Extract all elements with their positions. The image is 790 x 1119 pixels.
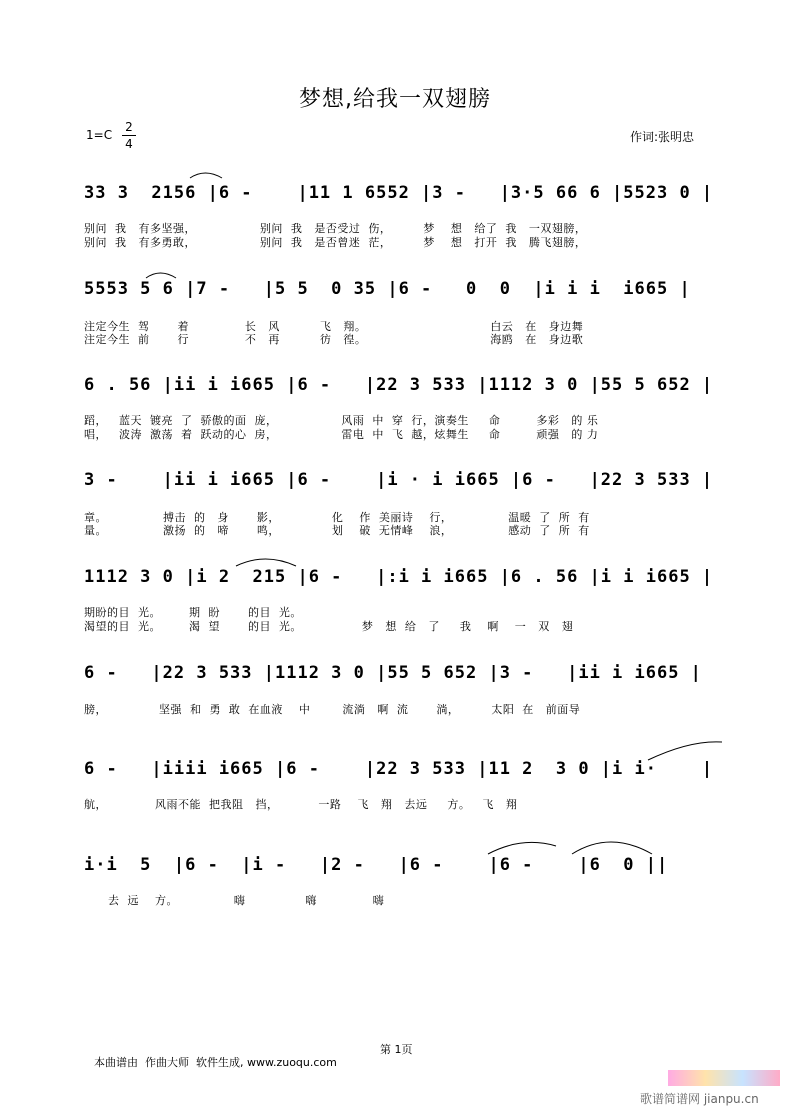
time-signature-bottom: 4 <box>125 137 133 151</box>
lyrics-verse-1: 去 远 方。 嗨 嗨 嗨 <box>84 894 385 907</box>
notation-line: 6 - |22 3 533 |1112 3 0 |55 5 652 |3 - |ii i i665 | <box>84 663 702 683</box>
lyrics-verse-1: 别问 我 有多坚强， 别问 我 是否受过 伤， 梦 想 给了 我 一双翅膀， <box>84 222 587 235</box>
generator-credit: 本曲谱由 作曲大师 软件生成, www.zuoqu.com <box>94 1056 337 1069</box>
lyrics-verse-2: 注定今生 前 行 不 再 彷 徨。 海鸥 在 身边歌 <box>84 333 584 346</box>
lyrics-verse-1: 膀， 坚强 和 勇 敢 在血液 中 流淌 啊 流 淌， 太阳 在 前面导 <box>84 703 581 716</box>
song-title: 梦想,给我一双翅膀 <box>299 87 491 112</box>
site-watermark: 歌谱简谱网 jianpu.cn <box>640 1092 759 1106</box>
lyrics-verse-1: 期盼的目 光。 期 盼 的目 光。 <box>84 606 302 619</box>
watermark-logo <box>668 1070 780 1086</box>
lyrics-verse-1: 章。 搏击 的 身 影， 化 作 美丽诗 行， 温暖 了 所 有 <box>84 511 590 524</box>
lyrics-verse-2: 量。 激扬 的 啼 鸣， 划 破 无情峰 浪， 感动 了 所 有 <box>84 524 590 537</box>
key-signature: 1=C <box>86 128 113 142</box>
notation-line: 6 - |iiii i665 |6 - |22 3 533 |11 2 3 0 |i i· | <box>84 759 714 779</box>
lyrics-verse-1: 航， 风雨不能 把我阻 挡， 一路 飞 翔 去远 方。 飞 翔 <box>84 798 518 811</box>
lyrics-verse-2: 渴望的目 光。 渴 望 的目 光。 梦 想 给 了 我 啊 一 双 翅 <box>84 620 574 633</box>
notation-line: i·i 5 |6 - |i - |2 - |6 - |6 - |6 0 || <box>84 855 669 875</box>
lyrics-verse-1: 蹈， 蓝天 镀亮 了 骄傲的面 庞， 风雨 中 穿 行，演奏生 命 多彩 的 乐 <box>84 414 599 427</box>
page-number: 第 1页 <box>380 1043 413 1056</box>
lyrics-verse-2: 唱， 波涛 激荡 着 跃动的心 房， 雷电 中 飞 越，炫舞生 命 顽强 的 力 <box>84 428 599 441</box>
lyricist-credit: 作词:张明忠 <box>630 130 695 144</box>
notation-line: 33 3 2156 |6 - |11 1 6552 |3 - |3·5 66 6 |5523 0 | <box>84 183 714 203</box>
notation-line: 1112 3 0 |i 2 215 |6 - |:i i i665 |6 . 56 |i i i665 | <box>84 567 714 587</box>
notation-line: 6 . 56 |ii i i665 |6 - |22 3 533 |1112 3 0 |55 5 652 | <box>84 375 714 395</box>
notation-line: 5553 5 6 |7 - |5 5 0 35 |6 - 0 0 |i i i i665 | <box>84 279 691 299</box>
lyrics-verse-2: 别问 我 有多勇敢， 别问 我 是否曾迷 茫， 梦 想 打开 我 腾飞翅膀， <box>84 236 587 249</box>
lyrics-verse-1: 注定今生 驾 着 长 风 飞 翔。 白云 在 身边舞 <box>84 320 584 333</box>
time-signature-top: 2 <box>125 120 133 134</box>
notation-line: 3 - |ii i i665 |6 - |i · i i665 |6 - |22 3 533 | <box>84 470 714 490</box>
